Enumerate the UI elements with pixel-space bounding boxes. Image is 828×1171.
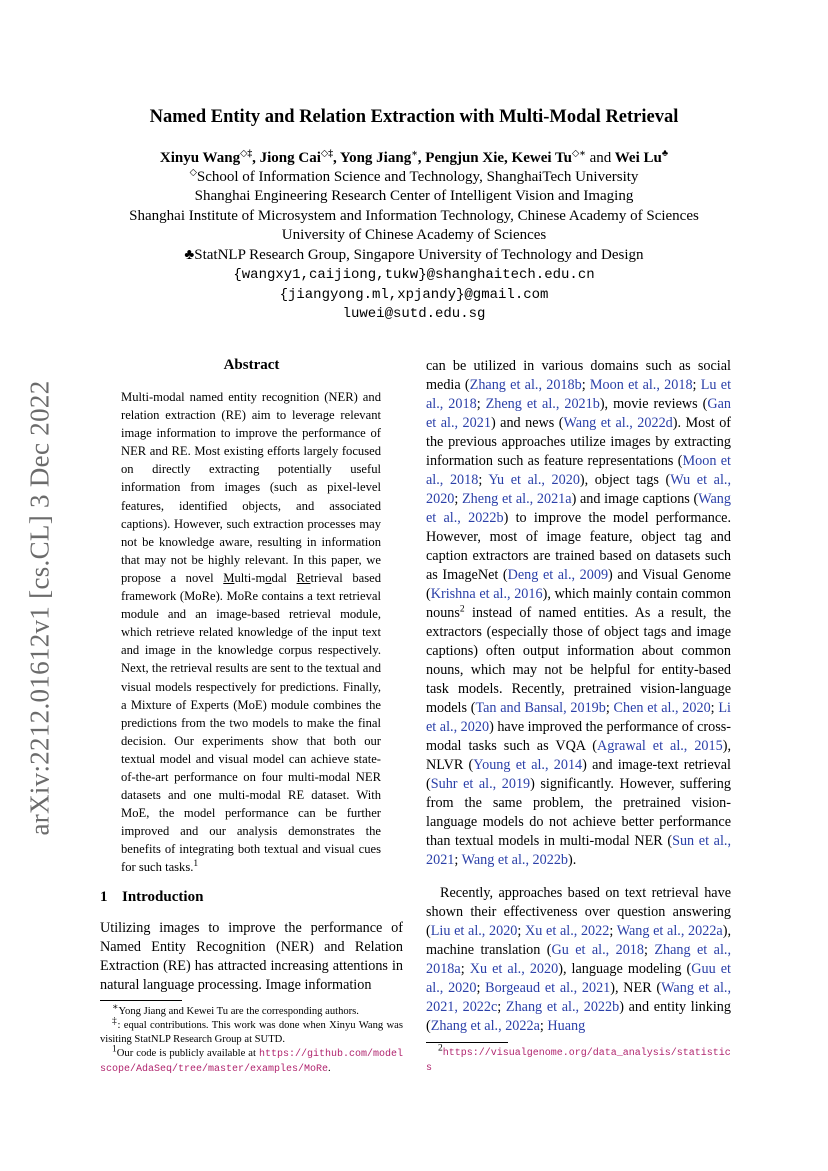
section-heading-introduction: 1 Introduction: [100, 889, 204, 905]
citation-link[interactable]: Agrawal et al., 2015: [596, 738, 723, 754]
citation-link[interactable]: Zhang et al., 2018b: [469, 377, 582, 393]
footnote-mark: 2: [438, 1043, 443, 1054]
citation-link[interactable]: Huang: [547, 1018, 586, 1034]
author-name: Jiong Cai: [259, 150, 321, 166]
footnote: [100, 1002, 403, 1019]
text-run: ulti-m: [234, 570, 266, 585]
text-run: ;: [517, 923, 526, 939]
citation-link[interactable]: Zhang et al., 2022b: [505, 999, 620, 1015]
text-run: ;: [476, 980, 486, 996]
intro-paragraph-1: [100, 919, 403, 995]
text-run: ) to improve the model performance. However, most of image feature, object tag and caption extractors are trained based on datasets such as ImageNet (: [426, 510, 732, 583]
text-run: ;: [692, 377, 701, 393]
footnote: [100, 1016, 403, 1047]
footnote-ref[interactable]: 2: [459, 604, 465, 615]
intro-paragraph-right-2: [426, 884, 731, 1036]
text-run: ;: [476, 396, 486, 412]
paper-title: Named Entity and Relation Extraction with Multi-Modal Retrieval: [149, 107, 679, 127]
text-run: trieval based framework (MoRe). MoRe contains a text retrieval module and an image-based retrieval module, which retrieve related knowledge of the input text and image in the knowledge corpus respectively. Next, the retrieval results are sent to the textual and visual models respectively for predictions. Finally, a Mixture of Experts (MoE) module combines the predictions from the two models to make the final decision. Our experiments show that both our textual model and visual model can achieve state-of-the-art performance on four multi-modal NER datasets and one multi-modal RE dataset. With MoE, the model performance can be further improved and our analysis demonstrates the benefits of integrating both textual and visual cues for such tasks.: [121, 570, 381, 875]
citation-link[interactable]: Li et al., 2020: [426, 700, 731, 735]
citation-link[interactable]: Guu et al., 2020: [426, 961, 731, 996]
text-run: ) and Visual Genome (: [426, 567, 731, 602]
affiliation-ucas: University of Chinese Academy of Sciences: [281, 227, 547, 243]
footnote-ref[interactable]: 1: [193, 859, 199, 870]
text-run: dal: [271, 570, 297, 585]
url-link[interactable]: https://visualgenome.org/data_analysis/statistics: [426, 1048, 731, 1074]
abstract-text: [121, 388, 381, 877]
abstract-heading: Abstract: [223, 357, 280, 373]
author-separator: ,: [504, 150, 512, 166]
text-run: ) and image-text retrieval (: [426, 757, 731, 792]
text-run: ) and image captions (: [571, 491, 699, 507]
text-run: Recently, approaches based on text retrieval have shown their effectiveness over question answering (: [426, 885, 731, 939]
text-run: ;: [454, 491, 463, 507]
underlined-letter: M: [223, 570, 235, 585]
footnote: [426, 1043, 731, 1076]
affiliation-shanghaitech: ◇School of Information Science and Technology, ShanghaiTech University: [189, 168, 639, 185]
citation-link[interactable]: Yu et al., 2020: [488, 472, 580, 488]
text-run: ;: [581, 377, 590, 393]
text-run: ), which mainly contain common nouns: [426, 586, 731, 621]
footnote: [100, 1044, 403, 1077]
author-name: Wei Lu: [614, 150, 662, 166]
author-name: Yong Jiang: [339, 150, 412, 166]
text-run: ;: [539, 1018, 548, 1034]
citation-link[interactable]: Wang et al., 2022a: [616, 923, 723, 939]
text-run: Yong Jiang and Kewei Tu are the corresponding authors.: [118, 1006, 359, 1017]
arxiv-identifier: arXiv:2212.01612v1 [cs.CL] 3 Dec 2022: [24, 380, 55, 836]
text-run: ;: [710, 700, 719, 716]
email-gmail[interactable]: {jiangyong.ml,xpjandy}@gmail.com: [279, 287, 549, 303]
citation-link[interactable]: Xu et al., 2020: [469, 961, 559, 977]
citation-link[interactable]: Gan et al., 2021: [426, 396, 731, 431]
text-run: Multi-modal named entity recognition (NER) and relation extraction (RE) aim to leverage relevant image information to improve the performance of NER and RE. Most existing efforts largely focused on directly extracting potentially useful information from images (such as pixel-level features, identified objects, and associated captions). However, such extraction processes may not be knowledge aware, resulting in information that may not be highly relevant. In this paper, we propose a novel: [121, 390, 381, 585]
footnote-mark: ‡: [112, 1016, 118, 1027]
author-affiliation-mark: ∗: [411, 149, 418, 159]
footnotes-right: [426, 1043, 731, 1076]
citation-link[interactable]: Zheng et al., 2021b: [485, 396, 600, 412]
underlined-letter: Re: [296, 570, 311, 585]
citation-link[interactable]: Lu et al., 2018: [426, 377, 732, 412]
author-affiliation-mark: ♣: [661, 149, 669, 159]
author-separator: ,: [417, 150, 426, 166]
citation-link[interactable]: Krishna et al., 2016: [430, 586, 543, 602]
url-link[interactable]: https://github.com/modelscope/AdaSeq/tree/master/examples/MoRe: [100, 1049, 403, 1075]
citation-link[interactable]: Tan and Bansal, 2019b: [475, 700, 606, 716]
author-separator: ,: [332, 150, 340, 166]
text-run: ;: [478, 472, 489, 488]
citation-link[interactable]: Borgeaud et al., 2021: [485, 980, 611, 996]
text-run: ), NER (: [610, 980, 662, 996]
author-affiliation-mark: ◇∗: [571, 149, 586, 159]
email-sutd[interactable]: luwei@sutd.edu.sg: [342, 306, 486, 322]
footnote-mark: ∗: [112, 1002, 119, 1013]
text-run: ), object tags (: [579, 472, 671, 488]
text-run: ).: [568, 852, 577, 868]
text-run: ), language modeling (: [558, 961, 692, 977]
citation-link[interactable]: Xu et al., 2022: [525, 923, 610, 939]
citation-link[interactable]: Wang et al., 2022b: [426, 491, 731, 526]
author-name: Xinyu Wang: [159, 150, 241, 166]
citation-link[interactable]: Sun et al., 2021: [426, 833, 731, 868]
citation-link[interactable]: Wang et al., 2021, 2022c: [426, 980, 731, 1015]
text-run: ), movie reviews (: [599, 396, 708, 412]
citation-link[interactable]: Young et al., 2014: [473, 757, 583, 773]
affiliation-microsystem-institute: Shanghai Institute of Microsystem and Information Technology, Chinese Academy of Sciences: [129, 208, 699, 224]
author-name: Pengjun Xie: [425, 150, 505, 166]
author-separator: ,: [252, 150, 260, 166]
citation-link[interactable]: Chen et al., 2020: [613, 700, 711, 716]
author-affiliation-mark: ◇‡: [240, 149, 253, 159]
citation-link[interactable]: Moon et al., 2018: [426, 453, 731, 488]
citation-link[interactable]: Deng et al., 2009: [507, 567, 609, 583]
author-conjunction: and: [589, 150, 612, 166]
text-run: ;: [454, 852, 462, 868]
text-run: ) have improved the performance of cross-modal tasks such as VQA (: [426, 719, 731, 754]
footnote-rule-left: [100, 1000, 182, 1001]
text-run: ;: [644, 942, 655, 958]
author-name: Kewei Tu: [511, 150, 572, 166]
text-run: Our code is publicly available at: [116, 1048, 259, 1059]
intro-paragraph-right-1: [426, 357, 731, 870]
citation-link[interactable]: Gu et al., 2018: [551, 942, 644, 958]
text-run: ;: [460, 961, 470, 977]
citation-link[interactable]: Suhr et al., 2019: [430, 776, 531, 792]
underlined-letter: o: [265, 570, 272, 585]
citation-link[interactable]: Wang et al., 2022b: [461, 852, 569, 868]
text-run: ) and news (: [490, 415, 564, 431]
citation-link[interactable]: Zhang et al., 2022a: [430, 1018, 540, 1034]
citation-link[interactable]: Liu et al., 2020: [430, 923, 518, 939]
footnote-mark: 1: [112, 1044, 117, 1055]
text-run: : equal contributions. This work was done when Xinyu Wang was visiting StatNLP Research Group at SUTD.: [100, 1020, 403, 1045]
text-run: instead of named entities. As a result, the extractors (especially those of object tags and image captions) often output information about common nouns, which may not be helpful for entity-based task models. Recently, pretrained vision-language models (: [426, 605, 731, 716]
affiliation-engineering-center: Shanghai Engineering Research Center of Intelligent Vision and Imaging: [194, 188, 634, 204]
text-run: ;: [609, 923, 617, 939]
text-run: can be utilized in various domains such as social media (: [426, 358, 731, 393]
text-run: ) significantly. However, suffering from the same problem, the pretrained vision-language models do not achieve better performance than textual models in multi-modal NER (: [426, 776, 731, 849]
text-run: ;: [497, 999, 506, 1015]
footnotes-left: [100, 1002, 403, 1077]
citation-link[interactable]: Moon et al., 2018: [589, 377, 693, 393]
text-run: ;: [605, 700, 614, 716]
citation-link[interactable]: Zheng et al., 2021a: [462, 491, 572, 507]
email-shanghaitech[interactable]: {wangxy1,caijiong,tukw}@shanghaitech.edu.cn: [233, 267, 595, 283]
author-list: [0, 150, 828, 167]
affiliation-statnlp: ♣StatNLP Research Group, Singapore University of Technology and Design: [184, 247, 644, 263]
citation-link[interactable]: Zhang et al., 2018a: [426, 942, 731, 977]
author-affiliation-mark: ◇‡: [320, 149, 333, 159]
text-run: ), NLVR (: [426, 738, 731, 773]
text-run: Utilizing images to improve the performance of Named Entity Recognition (NER) and Relation Extraction (RE) has attracted increasing attentions in natural language processing. Image information: [100, 920, 403, 993]
citation-link[interactable]: Wu et al., 2020: [426, 472, 731, 507]
text-run: .: [328, 1063, 331, 1074]
text-run: ). Most of the previous approaches utilize images by extracting information such as feature representations (: [426, 415, 732, 469]
text-run: ), machine translation (: [426, 923, 731, 958]
text-run: ) and entity linking (: [426, 999, 731, 1034]
citation-link[interactable]: Wang et al., 2022d: [563, 415, 673, 431]
